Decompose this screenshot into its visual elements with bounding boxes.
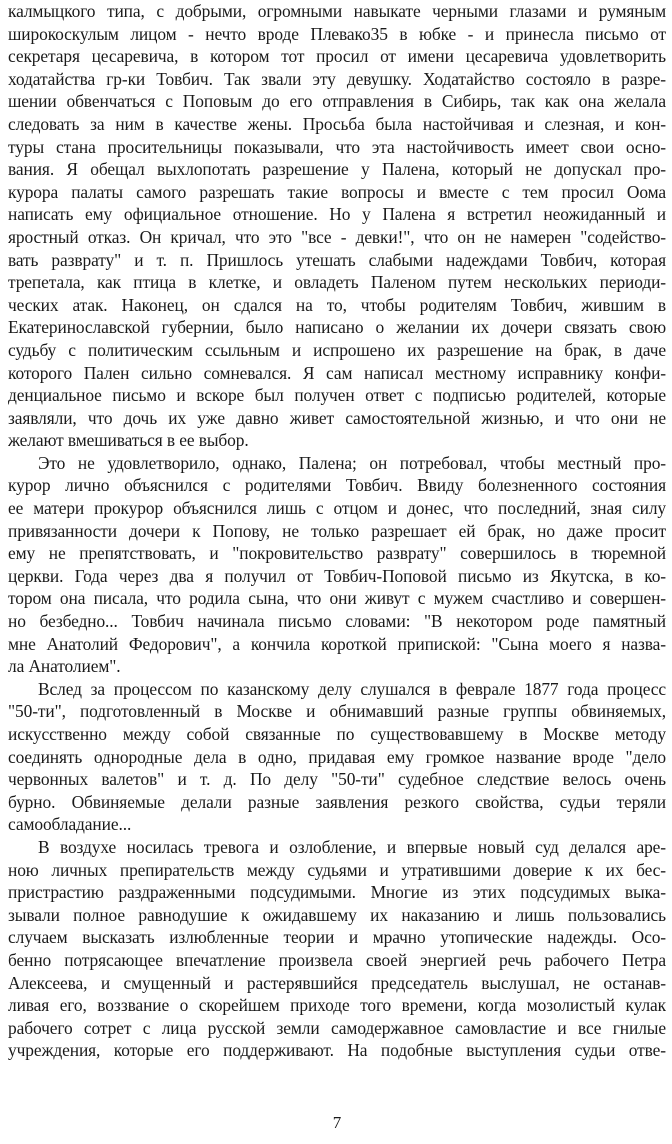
text-line: тором она писала, что родила сына, что они живут с мужем счастливо и совершен-: [8, 588, 666, 609]
text-line: написать ему официальное отношение. Но у Палена я встретил неожиданный и: [8, 204, 666, 225]
text-line: яростный отказ. Он кричал, что это "все - девки!", что он не намерен "содейство-: [8, 226, 666, 247]
paragraph: [8, 678, 666, 836]
text-line: туры стана просительницы показывали, что эта настойчивость имеет свои осно-: [8, 136, 666, 157]
text-line: зывали полное равнодушие к ожидавшему их наказанию и лишь пользовались: [8, 904, 666, 925]
document-page: [8, 0, 666, 1144]
text-line: широкоскулым лицом - нечто вроде Плевако35 в юбке - и принесла письмо от: [8, 23, 666, 44]
text-line: судьбу с политическим ссыльным и испрошено их разрешение на брак, в даче: [8, 339, 666, 360]
text-line: случаем высказать излюбленные теории и мрачно утопические надежды. Осо-: [8, 927, 666, 948]
text-line: но безбедно... Товбич начинала письмо словами: "В некотором роде памятный: [8, 611, 666, 632]
text-line: Алексеева, и смущенный и растерявшийся председатель выслушал, не останав-: [8, 972, 666, 993]
paragraph: [8, 836, 666, 1062]
text-line: мне Анатолий Федорович", а кончила короткой припиской: "Сына моего я назва-: [8, 633, 666, 654]
text-line: бенно потрясающее впечатление произвела своей энергией речь рабочего Петра: [8, 949, 666, 970]
paragraph: [8, 452, 666, 678]
text-line: вания. Я обещал выхлопотать разрешение у Палена, который не допускал про-: [8, 159, 666, 180]
text-line: рабочего сотрет с лица русской земли самодержавное самовластие и все гнилые: [8, 1017, 666, 1038]
text-line: привязанности дочери к Попову, не только разрешает ей брак, но даже просит: [8, 520, 666, 541]
text-line: ливая его, воззвание о скорейшем приходе того времени, когда мозолистый кулак: [8, 995, 666, 1016]
text-line: В воздухе носилась тревога и озлобление, и впервые новый суд делался аре-: [38, 836, 666, 857]
text-line: ною личных препирательств между судьями и утратившими доверие к их бес-: [8, 859, 666, 880]
text-line: Это не удовлетворило, однако, Палена; он потребовал, чтобы местный про-: [38, 452, 666, 473]
text-line: желают вмешиваться в ее выбор.: [8, 430, 249, 451]
text-line: ла Анатолием".: [8, 656, 121, 677]
text-line: ему не препятствовать, и "покровительство разврату" совершилось в тюремной: [8, 543, 666, 564]
text-line: заявляли, что дочь их уже давно живет самостоятельной жизнью, и что они не: [8, 407, 666, 428]
text-line: вать разврату" и т. п. Пришлось утешать слабыми надеждами Товбич, которая: [8, 249, 666, 270]
text-line: ческих атак. Наконец, он сдался на то, чтобы родителям Товбич, жившим в: [8, 294, 666, 315]
text-line: трепетала, как птица в клетке, и овладеть Паленом путем нескольких периоди-: [8, 272, 666, 293]
text-line: шении обвенчаться с Поповым до его отправления в Сибирь, так как она желала: [8, 91, 666, 112]
text-line: следовать за ним в качестве жены. Просьба была настойчивая и слезная, и кон-: [8, 113, 666, 134]
text-line: бурно. Обвиняемые делали разные заявления резкого свойства, судьи теряли: [8, 791, 666, 812]
text-line: соединять однородные дела в одно, придавая ему громкое название вроде "дело: [8, 746, 666, 767]
text-line: курор лично объяснился с родителями Товбич. Ввиду болезненного состояния: [8, 475, 666, 496]
text-line: церкви. Года через два я получил от Товбич-Поповой письмо из Якутска, в ко-: [8, 565, 666, 586]
text-line: которого Пален сильно сомневался. Я сам написал местному исправнику конфи-: [8, 362, 666, 383]
text-line: пристрастию раздраженными подсудимыми. Многие из этих подсудимых выка-: [8, 882, 666, 903]
text-line: секретаря цесаревича, в котором тот просил от имени цесаревича удовлетворить: [8, 46, 666, 67]
text-line: самообладание...: [8, 814, 132, 835]
page-number: 7: [332, 1113, 342, 1132]
text-line: "50-ти", подготовленный в Москве и обнимавший разные группы обвиняемых,: [8, 701, 666, 722]
text-line: искусственно между собой связанные по существовавшему в Москве методу: [8, 724, 666, 744]
text-line: Вслед за процессом по казанскому делу слушался в феврале 1877 года процесс: [38, 678, 666, 699]
text-line: Екатеринославской губернии, было написано о желании их дочери связать свою: [8, 317, 666, 338]
text-body: [8, 0, 666, 1062]
text-line: учреждения, которые его поддерживают. На подобные выступления судьи отве-: [8, 1040, 666, 1061]
text-line: курора палаты самого разрешать такие вопросы и вместе с тем просил Оома: [8, 181, 666, 202]
text-line: червонных валетов" и т. д. По делу "50-ти" судебное следствие велось очень: [8, 769, 666, 790]
text-line: ходатайства гр-ки Товбич. Так звали эту девушку. Ходатайство состояло в разре-: [8, 68, 666, 89]
text-line: калмыцкого типа, с добрыми, огромными навыкате черными глазами и румяным: [8, 1, 666, 21]
text-line: ее матери прокурор объяснился лишь с отцом и донес, что последний, зная силу: [8, 498, 666, 519]
paragraph: [8, 0, 666, 452]
text-line: денциальное письмо и вскоре был получен ответ с подписью родителей, которые: [8, 385, 666, 406]
